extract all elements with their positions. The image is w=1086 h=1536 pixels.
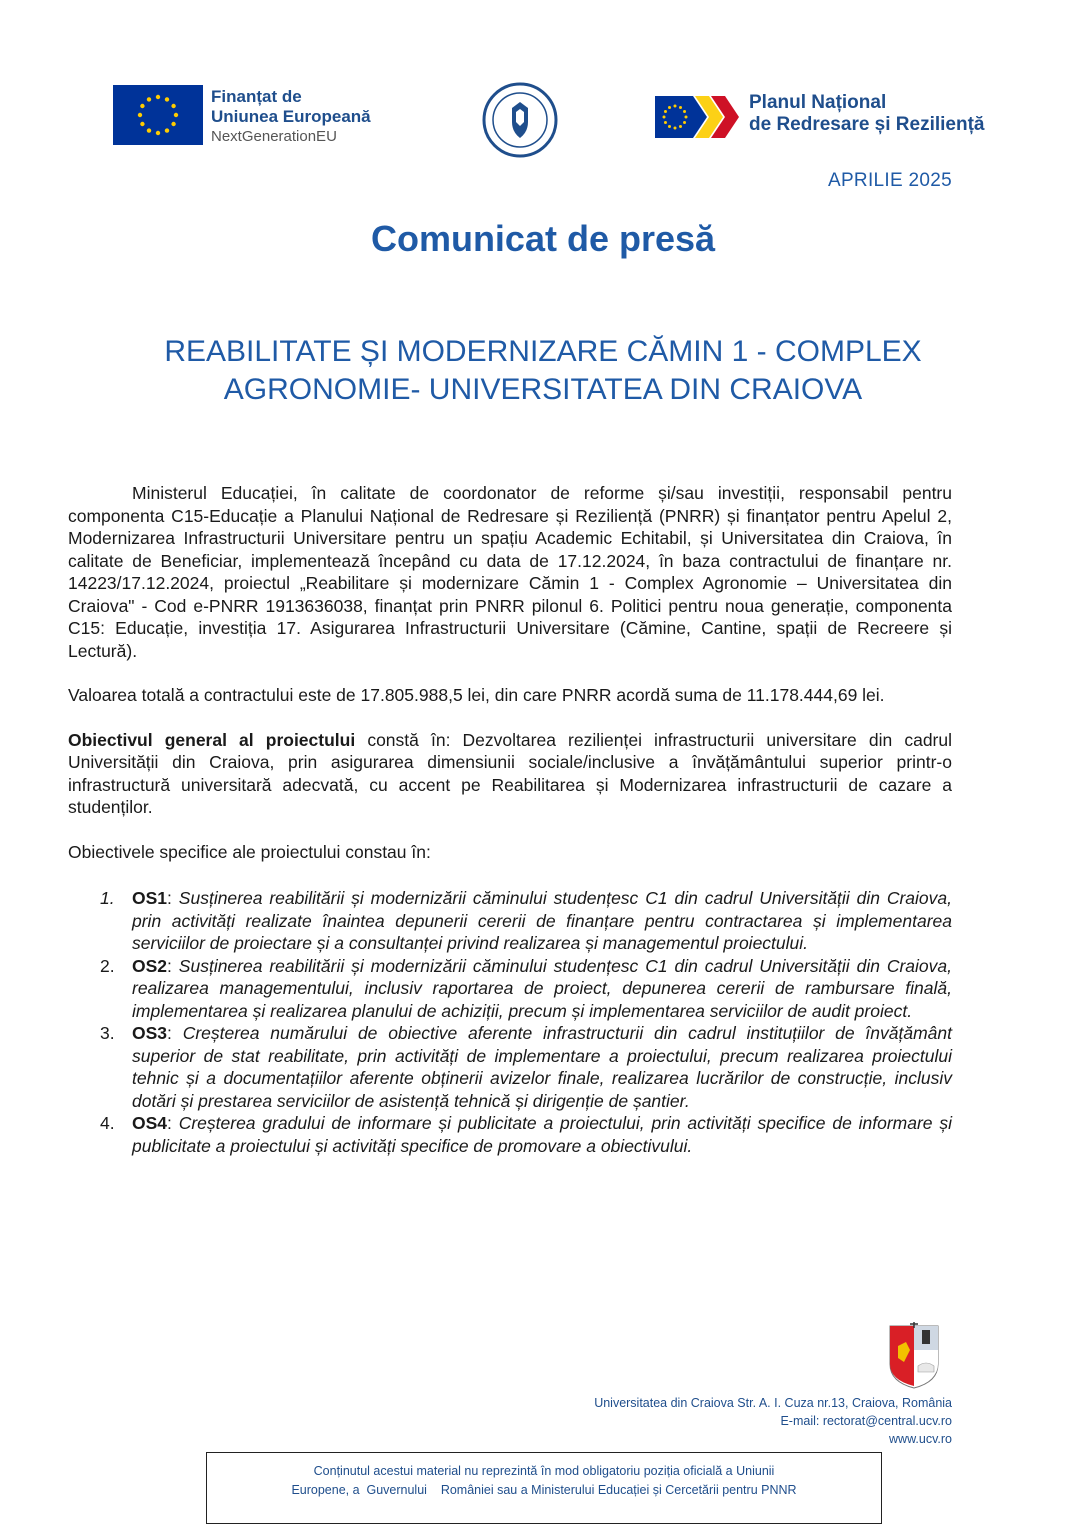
objective-number: 4. [100,1113,115,1133]
eu-star-icon [171,122,175,126]
objective-code: OS2 [132,955,168,976]
project-title-line1: REABILITATE ȘI MODERNIZARE CĂMIN 1 - COMPLEX [164,335,922,368]
eu-flag-icon [113,85,203,145]
eu-logo-line2: Uniunea Europeană [211,107,371,126]
eu-star-icon [674,127,677,130]
objective-item: 1. OS1: Susținerea reabilitării și modernizării căminului studențesc C1 din cadrul Universității din Craiova, prin activități realizate înaintea depunerii cererii de finanțare pentru contractarea și implementarea serviciilor de proiectare și a consultanței privind realizarea și managementul proiectului. [100,888,952,953]
eu-star-icon [156,95,160,99]
pnrr-logo-line1: Planul Național [749,92,887,113]
disclaimer-line1: Conținutul acestui material nu reprezintă în mod obligatoriu poziția oficială a Uniunii [313,1464,775,1478]
eu-star-icon [668,106,671,109]
eu-star-icon [174,113,178,117]
eu-star-icon [664,110,667,113]
university-contact [594,1394,952,1448]
government-seal-icon [482,82,558,158]
objective-item: 3. OS3: Creșterea numărului de obiective aferente infrastructurii din cadrul instituțiilor de învățământ superior de stat reabilitate, prin activități de implementare a proiectului, precum realizarea proiectului tehnic și a documentațiilor aferente obținerii avizelor finale, realizarea lucrărilor de construcție, inclusiv dotări și prestarea serviciilor de asistență tehnică și dirigenție de șantier. [100,1023,952,1111]
general-objective-paragraph [68,729,952,819]
objective-text: Creșterea gradului de informare și publicitate a proiectului, prin activități specifice de informare și publicitate a proiectului și activități specifice de promovare a obiectivului. [132,1113,952,1156]
project-title [100,333,986,409]
objective-number: 2. [100,955,115,976]
intro-paragraph: Ministerul Educației, în calitate de coordonator de reforme și/sau investiții, responsabil pentru componenta C15-Educație a Planului Național de Redresare și Reziliență (PNRR) și finanțator pentru Apelul 2, Modernizarea Infrastructurii Universitare pentru un spațiu Academic Echitabil, și Universitatea din Craiova, în calitate de Beneficiar, implementează începând cu data de 17.12.2024, în baza contractului de finanțare nr. 14223/17.12.2024, proiectul „Reabilitare și modernizare Cămin 1 - Complex Agronomie – Universitatea din Craiova" - Cod e-PNRR 1913636038, finanțat prin PNRR pilonul 6. Politici pentru noua generație, componenta C15: Educație, investiția 17. Asigurarea Infrastructurii Universitare (Cămine, Cantine, spații de Recreere și Lectură). [68,483,952,661]
eu-star-icon [147,97,151,101]
eu-star-icon [165,128,169,132]
general-objective-text: constă în: Dezvoltarea rezilienței infrastructurii universitare din cadrul Universității din Craiova, prin asigurarea dimensiunii sociale/inclusive a învățământului superior printr-o infrastructură universitară adecvată, cu accent pe Reabilitarea și Modernizarea infrastructurii de cazare a studenților. [68,729,953,817]
contract-value-paragraph: Valoarea totală a contractului este de 17.805.988,5 lei, din care PNRR acordă suma de 11.178.444,69 lei. [68,685,885,705]
eu-star-icon [140,122,144,126]
objective-code: OS3 [132,1023,168,1043]
objective-item: 2. OS2: Susținerea reabilitării și modernizării căminului studențesc C1 din cadrul Universității din Craiova, realizarea managementului, inclusiv raportarea de proiect, depunerea cererii de rambursare finală, implementarea și realizarea planului de achiziții, precum și implementarea serviciilor de audit proiect. [100,955,952,1021]
pnrr-logo [655,92,1045,142]
objective-number: 3. [100,1023,115,1043]
press-release-body [68,482,952,1157]
pnrr-logo-text [749,92,985,136]
project-title-line2: AGRONOMIE- UNIVERSITATEA DIN CRAIOVA [223,373,863,406]
page-title: Comunicat de presă [370,218,716,259]
eu-star-icon [679,125,682,128]
objective-number: 1. [100,888,115,908]
eu-star-icon [679,106,682,109]
disclaimer-box [206,1452,882,1524]
objective-item: 4. OS4: Creșterea gradului de informare și publicitate a proiectului, prin activități specifice de informare și publicitate a proiectului și activități specifice de promovare a obiectivului. [100,1113,952,1156]
disclaimer-line2: Europene, a Guvernului României sau a Ministerului Educației și Cercetării pentru PNNR [291,1483,797,1497]
eu-star-icon [147,128,151,132]
pnrr-flag-icon [655,92,745,142]
eu-logo-line3: NextGenerationEU [211,128,337,145]
eu-star-icon [683,110,686,113]
eu-star-icon [138,113,142,117]
university-email: E-mail: rectorat@central.ucv.ro [780,1414,952,1428]
release-date: APRILIE 2025 [827,170,952,191]
eu-star-icon [140,104,144,108]
eu-star-icon [668,125,671,128]
eu-star-icon [683,121,686,124]
objective-text: Susținerea reabilitării și modernizării căminului studențesc C1 din cadrul Universității din Craiova, realizarea managementului, inclusiv raportarea de proiect, depunerea cererii de rambursare finală, implementarea și realizarea planului de achiziții, precum și implementarea serviciilor de audit proiect. [132,955,952,1021]
eu-star-icon [156,131,160,135]
objective-code: OS1 [132,888,168,908]
eu-star-icon [674,105,677,108]
specific-objectives-list [68,887,952,1157]
objective-code: OS4 [132,1113,168,1133]
eu-star-icon [165,97,169,101]
objective-text: Creșterea numărului de obiective aferente infrastructurii din cadrul instituțiilor de învățământ superior de stat reabilitate, prin activități de implementare a proiectului, precum realizarea proiectului tehnic și a documentațiilor aferente obținerii avizelor finale, realizarea lucrărilor de construcție, inclusiv dotări și prestarea serviciilor de asistență tehnică și dirigenție de șantier. [132,1023,952,1111]
university-crest-icon [888,1320,940,1390]
university-website: www.ucv.ro [889,1432,952,1446]
eu-star-icon [664,121,667,124]
eu-star-icon [171,104,175,108]
pnrr-logo-line2: de Redresare și Reziliență [749,114,985,135]
objective-text: Susținerea reabilitării și modernizării căminului studențesc C1 din cadrul Universității din Craiova, prin activități realizate înaintea depunerii cererii de finanțare pentru contractarea și implementarea serviciilor de proiectare și a consultanței privind realizarea și managementul proiectului. [132,888,952,953]
eu-logo-text [211,87,371,147]
specific-objectives-intro: Obiectivele specifice ale proiectului constau în: [68,841,431,862]
university-address: Universitatea din Craiova Str. A. I. Cuza nr.13, Craiova, România [594,1396,952,1410]
eu-star-icon [663,116,666,119]
eu-funding-logo [113,85,388,145]
eu-star-icon [685,116,688,119]
eu-logo-line1: Finanțat de [211,87,302,106]
general-objective-label: Obiectivul general al proiectului [68,729,356,750]
